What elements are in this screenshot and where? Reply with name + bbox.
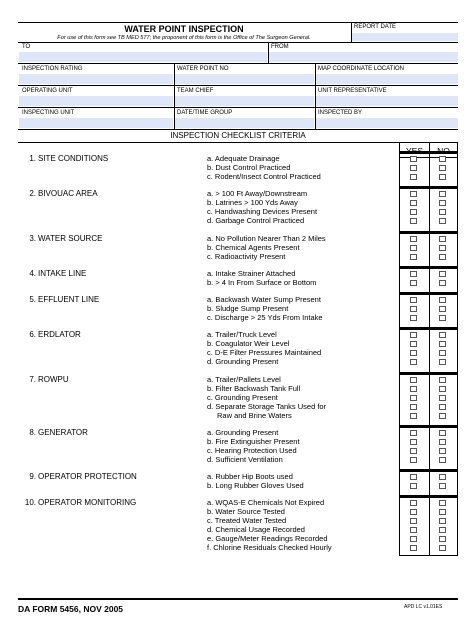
section-separator <box>400 151 457 154</box>
checkbox-no[interactable] <box>439 474 446 480</box>
checkbox-yes[interactable] <box>410 545 417 551</box>
checklist-item: c. Handwashing Devices Present <box>207 207 318 216</box>
checklist-item: e. Gauge/Meter Readings Recorded <box>207 534 328 543</box>
checkbox-yes[interactable] <box>410 395 417 401</box>
operating-unit-field[interactable] <box>19 96 173 106</box>
checkbox-no[interactable] <box>439 315 446 321</box>
checkbox-yes[interactable] <box>410 306 417 312</box>
checkbox-yes[interactable] <box>410 209 417 215</box>
checkbox-yes[interactable] <box>410 377 417 383</box>
yes-col-left <box>399 142 400 555</box>
section-number: 10. <box>24 498 36 507</box>
from-field[interactable] <box>269 52 458 62</box>
checklist-item: b. Latrines > 100 Yds Away <box>207 198 298 207</box>
checkbox-no[interactable] <box>439 483 446 489</box>
section-title: OPERATOR MONITORING <box>38 498 137 507</box>
checklist-item: a. Adequate Drainage <box>207 154 280 163</box>
form-title: WATER POINT INSPECTION <box>124 24 244 34</box>
checkbox-no[interactable] <box>439 395 446 401</box>
checkbox-no[interactable] <box>439 209 446 215</box>
header-bottom-border <box>18 42 458 43</box>
checklist-item: a. Grounding Present <box>207 428 279 437</box>
checkbox-yes[interactable] <box>410 413 417 419</box>
checklist-item: c. Rodent/Insect Control Practiced <box>207 172 321 181</box>
checklist-item: b. Fire Extinguisher Present <box>207 437 300 446</box>
checkbox-no[interactable] <box>439 306 446 312</box>
checklist-item: a. Backwash Water Sump Present <box>207 295 321 304</box>
inspecting-unit-label: INSPECTING UNIT <box>22 110 75 116</box>
checkbox-yes[interactable] <box>410 386 417 392</box>
inspection-rating-label: INSPECTION RATING <box>22 66 83 72</box>
header-top-border <box>18 22 458 23</box>
section-separator <box>400 231 457 234</box>
checkbox-no[interactable] <box>439 297 446 303</box>
checkbox-no[interactable] <box>439 386 446 392</box>
row3-border <box>18 107 458 108</box>
section-separator <box>400 425 457 428</box>
checkbox-no[interactable] <box>439 404 446 410</box>
section-separator <box>400 266 457 269</box>
checkbox-no[interactable] <box>439 156 446 162</box>
checkbox-no[interactable] <box>439 430 446 436</box>
checklist-item: c. Treated Water Tested <box>207 516 287 525</box>
yes-no-bottom-border <box>399 555 458 556</box>
checkbox-yes[interactable] <box>410 483 417 489</box>
footer-version: APD LC v1.01ES <box>404 604 443 610</box>
checklist-item: c. Grounding Present <box>207 393 278 402</box>
checkbox-no[interactable] <box>439 448 446 454</box>
checklist-item: a. Rubber Hip Boots used <box>207 472 293 481</box>
checkbox-yes[interactable] <box>410 165 417 171</box>
checkbox-yes[interactable] <box>410 439 417 445</box>
checklist-item: b. Coagulator Weir Level <box>207 339 290 348</box>
section-number: 9. <box>29 472 36 481</box>
section-number: 7. <box>29 375 36 384</box>
section-number: 6. <box>29 330 36 339</box>
checkbox-yes[interactable] <box>410 254 417 260</box>
section-separator <box>400 372 457 375</box>
section-title: GENERATOR <box>38 428 88 437</box>
checkbox-no[interactable] <box>439 236 446 242</box>
checklist-item: b. Long Rubber Gloves Used <box>207 481 304 490</box>
section-title: OPERATOR PROTECTION <box>38 472 137 481</box>
checklist-item: a. > 100 Ft Away/Downstream <box>207 189 308 198</box>
map-coordinate-field[interactable] <box>316 74 458 84</box>
checklist-item: c. Hearing Protection Used <box>207 446 297 455</box>
checkbox-no[interactable] <box>439 518 446 524</box>
section-title: BIVOUAC AREA <box>38 189 98 198</box>
team-chief-label: TEAM CHIEF <box>177 88 214 94</box>
checkbox-yes[interactable] <box>410 297 417 303</box>
checklist-item: b. > 4 In From Surface or Bottom <box>207 278 317 287</box>
inspected-by-label: INSPECTED BY <box>318 110 363 116</box>
section-number: 2. <box>29 189 36 198</box>
checkbox-no[interactable] <box>439 332 446 338</box>
no-col-right <box>457 142 458 555</box>
section-separator <box>400 495 457 498</box>
footer-form-number: DA FORM 5456, NOV 2005 <box>18 604 124 614</box>
checkbox-yes[interactable] <box>410 448 417 454</box>
checkbox-no[interactable] <box>439 545 446 551</box>
checklist-item: d. Garbage Control Practiced <box>207 216 305 225</box>
section-title: EFFLUENT LINE <box>38 295 100 304</box>
checkbox-yes[interactable] <box>410 359 417 365</box>
from-label: FROM <box>271 44 289 50</box>
checklist-item: a. WQAS-E Chemicals Not Expired <box>207 498 325 507</box>
checkbox-no[interactable] <box>439 509 446 515</box>
checkbox-yes[interactable] <box>410 271 417 277</box>
report-date-label: REPORT DATE <box>354 24 397 30</box>
date-time-group-label: DATE/TIME GROUP <box>177 110 233 116</box>
checkbox-no[interactable] <box>439 527 446 533</box>
checkbox-no[interactable] <box>439 536 446 542</box>
yes-no-divider <box>429 142 430 555</box>
checklist-item: a. No Pollution Nearer Than 2 Miles <box>207 234 326 243</box>
checklist-item: b. Dust Control Practiced <box>207 163 291 172</box>
checkbox-yes[interactable] <box>410 474 417 480</box>
inspection-rating-field[interactable] <box>19 74 173 84</box>
checklist-item: c. D-E Filter Pressures Maintained <box>207 348 322 357</box>
checkbox-no[interactable] <box>439 271 446 277</box>
footer-border <box>18 598 458 600</box>
row4-border <box>18 129 458 130</box>
row1-border <box>18 63 458 64</box>
checkbox-no[interactable] <box>439 350 446 356</box>
checkbox-yes[interactable] <box>410 280 417 286</box>
checkbox-no[interactable] <box>439 191 446 197</box>
checklist-item: c. Discharge > 25 Yds From Intake <box>207 313 323 322</box>
checkbox-yes[interactable] <box>410 191 417 197</box>
checklist-heading-border <box>18 142 458 143</box>
section-separator <box>400 292 457 295</box>
checklist-item: a. Trailer/Truck Level <box>207 330 277 339</box>
checkbox-yes[interactable] <box>410 245 417 251</box>
section-title: ERDLATOR <box>38 330 81 339</box>
section-title: INTAKE LINE <box>38 269 87 278</box>
inspected-by-field[interactable] <box>316 118 458 128</box>
checkbox-yes[interactable] <box>410 500 417 506</box>
inspecting-unit-field[interactable] <box>19 118 173 128</box>
checkbox-no[interactable] <box>439 165 446 171</box>
section-number: 3. <box>29 234 36 243</box>
checklist-item: a. Trailer/Pallets Level <box>207 375 281 384</box>
checkbox-yes[interactable] <box>410 156 417 162</box>
section-number: 4. <box>29 269 36 278</box>
to-field[interactable] <box>19 52 267 62</box>
section-title: SITE CONDITIONS <box>38 154 109 163</box>
checklist-item: b. Filter Backwash Tank Full <box>207 384 301 393</box>
checklist-heading: INSPECTION CHECKLIST CRITERIA <box>170 131 306 140</box>
checkbox-yes[interactable] <box>410 404 417 410</box>
checkbox-yes[interactable] <box>410 509 417 515</box>
checkbox-yes[interactable] <box>410 236 417 242</box>
checklist-item: Raw and Brine Waters <box>217 411 292 420</box>
checkbox-no[interactable] <box>439 254 446 260</box>
team-chief-field[interactable] <box>175 96 314 106</box>
section-title: WATER SOURCE <box>38 234 103 243</box>
section-number: 8. <box>29 428 36 437</box>
checklist-item: d. Grounding Present <box>207 357 279 366</box>
section-number: 1. <box>29 154 36 163</box>
yes-no-header-border <box>399 157 458 158</box>
checkbox-yes[interactable] <box>410 332 417 338</box>
checkbox-no[interactable] <box>439 457 446 463</box>
checkbox-yes[interactable] <box>410 527 417 533</box>
date-time-group-field[interactable] <box>175 118 314 128</box>
checklist-item: a. Intake Strainer Attached <box>207 269 296 278</box>
unit-representative-label: UNIT REPRESENTATIVE <box>318 88 387 94</box>
checkbox-no[interactable] <box>439 359 446 365</box>
checklist-item: b. Chemical Agents Present <box>207 243 300 252</box>
checkbox-yes[interactable] <box>410 350 417 356</box>
checkbox-yes[interactable] <box>410 218 417 224</box>
checkbox-yes[interactable] <box>410 536 417 542</box>
checklist-item: b. Sludge Sump Present <box>207 304 289 313</box>
checklist-item: f. Chlorine Residuals Checked Hourly <box>207 543 332 552</box>
checklist-item: c. Radioactivity Present <box>207 252 286 261</box>
checkbox-no[interactable] <box>439 174 446 180</box>
checklist-item: d. Separate Storage Tanks Used for <box>207 402 327 411</box>
report-date-field[interactable] <box>352 33 458 41</box>
section-separator <box>400 186 457 189</box>
checkbox-yes[interactable] <box>410 518 417 524</box>
checkbox-yes[interactable] <box>410 200 417 206</box>
operating-unit-label: OPERATING UNIT <box>22 88 73 94</box>
to-label: TO <box>22 44 31 50</box>
checkbox-no[interactable] <box>439 341 446 347</box>
checkbox-yes[interactable] <box>410 430 417 436</box>
checkbox-no[interactable] <box>439 218 446 224</box>
checkbox-no[interactable] <box>439 500 446 506</box>
map-coordinate-label: MAP COORDINATE LOCATION <box>318 66 405 72</box>
checkbox-no[interactable] <box>439 413 446 419</box>
checklist-item: d. Sufficient Ventilation <box>207 455 283 464</box>
form-subtitle: For use of this form see TB MED 577; the proponent of this form is the Office of The Surgeon General. <box>57 35 311 41</box>
section-separator <box>400 327 457 330</box>
checkbox-no[interactable] <box>439 200 446 206</box>
water-point-no-label: WATER POINT NO <box>177 66 229 72</box>
checkbox-yes[interactable] <box>410 174 417 180</box>
section-title: ROWPU <box>38 375 69 384</box>
checkbox-yes[interactable] <box>410 315 417 321</box>
checkbox-yes[interactable] <box>410 341 417 347</box>
checklist-item: d. Chemical Usage Recorded <box>207 525 305 534</box>
checkbox-no[interactable] <box>439 377 446 383</box>
row2-border <box>18 85 458 86</box>
section-number: 5. <box>29 295 36 304</box>
checkbox-yes[interactable] <box>410 457 417 463</box>
checkbox-no[interactable] <box>439 280 446 286</box>
unit-representative-field[interactable] <box>316 96 458 106</box>
checkbox-no[interactable] <box>439 245 446 251</box>
section-separator <box>400 469 457 472</box>
checkbox-no[interactable] <box>439 439 446 445</box>
checklist-item: b. Water Source Tested <box>207 507 285 516</box>
water-point-no-field[interactable] <box>175 74 314 84</box>
